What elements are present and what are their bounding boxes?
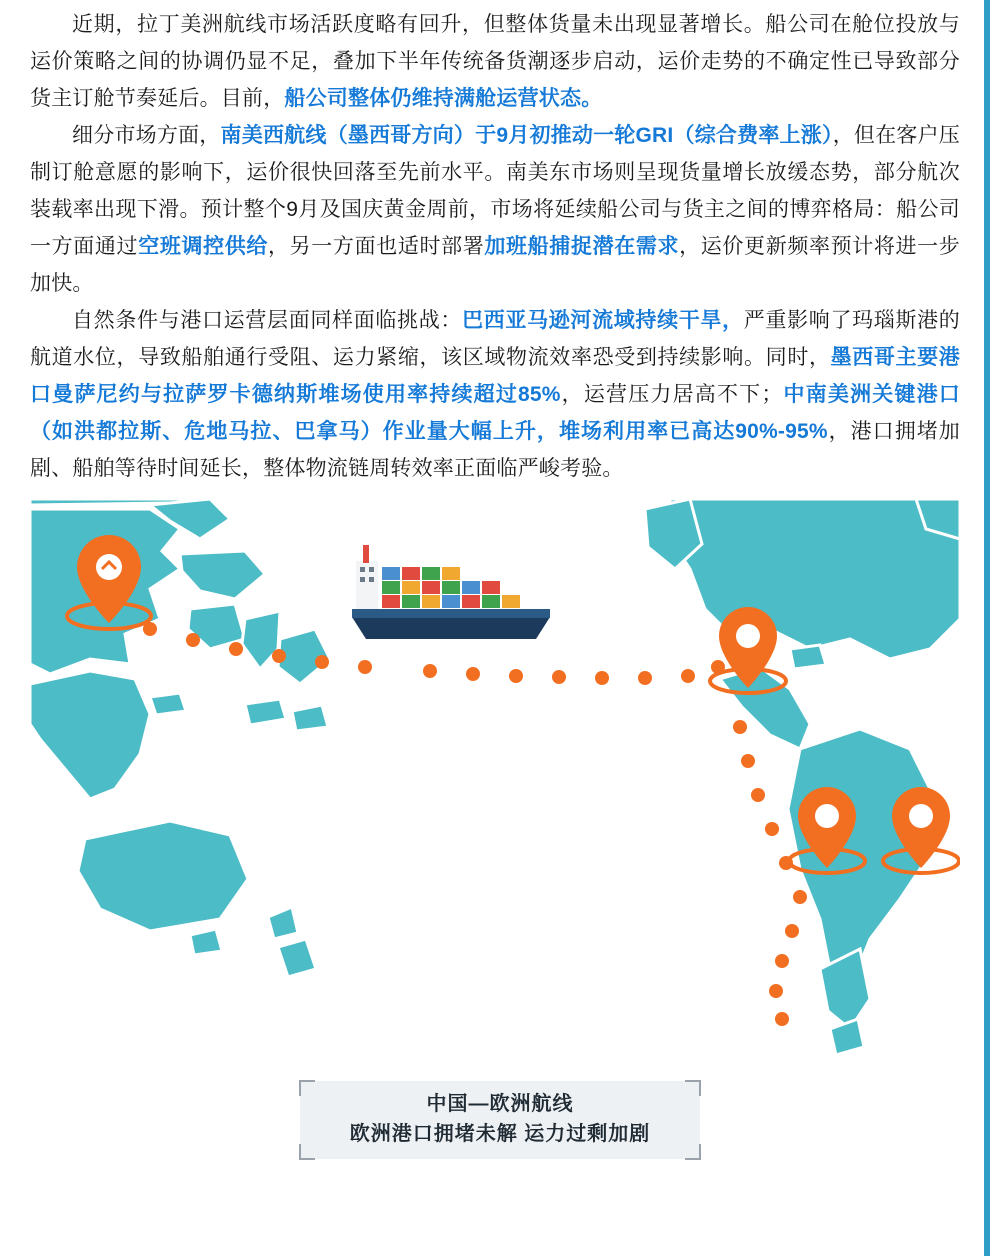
figure-caption bbox=[300, 1081, 700, 1159]
paragraph-3-text-2: 严重影响了玛瑙斯港的航道水位，导致船舶通行受阻、运力紧缩，该区域物流效率恐受到持续影响。同时， bbox=[30, 309, 960, 369]
land-africa-main bbox=[30, 671, 150, 799]
land-islands-2 bbox=[292, 705, 328, 731]
shipping-route-figure bbox=[30, 499, 960, 1189]
paragraph-3-text-4: ，港口拥堵加剧、船舶等待时间延长，整体物流链周转效率正面临严峻考验。 bbox=[30, 420, 960, 480]
land-islands-1 bbox=[245, 699, 286, 725]
paragraph-3-highlight-2: 墨西哥主要港口曼萨尼约与拉萨罗卡德纳斯堆场使用率持续超过85% bbox=[30, 346, 960, 406]
route-dotted-line bbox=[143, 622, 807, 1026]
land-tasmania bbox=[190, 929, 222, 955]
paragraph-2 bbox=[30, 117, 960, 302]
land-north-america bbox=[670, 499, 960, 659]
paragraph-2-text-4: ，运价更新频率预计将进一步加快。 bbox=[30, 235, 960, 295]
paragraph-1-text: 近期，拉丁美洲航线市场活跃度略有回升，但整体货量未出现显著增长。船公司在舱位投放与运价策略之间的协调仍显不足，叠加下半年传统备货潮逐步启动，运价走势的不确定性已导致部分货主订舱节奏延后。目前， bbox=[30, 13, 960, 110]
container-ship-icon bbox=[352, 545, 550, 639]
land-caribbean-1 bbox=[790, 645, 826, 669]
land-australia bbox=[78, 821, 248, 931]
paragraph-1-highlight-1: 船公司整体仍维持满舱运营状态。 bbox=[284, 87, 603, 110]
land-central-america bbox=[720, 667, 810, 749]
caption-corner-top-left bbox=[299, 1080, 315, 1096]
paragraph-2-highlight-1: 南美西航线（墨西哥方向）于9月初推动一轮GRI（综合费率上涨） bbox=[220, 124, 833, 147]
paragraph-1 bbox=[30, 6, 960, 117]
paragraph-3-highlight-3: 中南美洲关键港口（如洪都拉斯、危地马拉、巴拿马）作业量大幅上升，堆场利用率已高达90%-95% bbox=[30, 383, 961, 443]
paragraph-2-text-2: ，但在客户压制订舱意愿的影响下，运价很快回落至先前水平。南美东市场则呈现货量增长放缓态势，部分航次装载率出现下滑。预计整个9月及国庆黄金周前，市场将延续船公司与货主之间的博弈格局：船公司一方面通过 bbox=[30, 124, 960, 258]
article-body bbox=[30, 0, 960, 487]
paragraph-3-highlight-1: 巴西亚马逊河流域持续干旱， bbox=[462, 309, 744, 332]
land-middle-east bbox=[180, 551, 265, 599]
right-edge-rule bbox=[984, 0, 990, 1256]
paragraph-3-text-3: ，运营压力居高不下； bbox=[560, 383, 783, 406]
caption-corner-bottom-right bbox=[685, 1144, 701, 1160]
caption-line-2: 欧洲港口拥堵未解 运力过剩加剧 bbox=[349, 1123, 651, 1145]
caption-corner-bottom-left bbox=[299, 1144, 315, 1160]
land-islands-3 bbox=[150, 693, 186, 715]
caption-line-1: 中国—欧洲航线 bbox=[426, 1093, 574, 1115]
caption-corner-top-right bbox=[685, 1080, 701, 1096]
paragraph-3-text-1: 自然条件与港口运营层面同样面临挑战： bbox=[72, 309, 463, 332]
paragraph-2-text-3: ，另一方面也适时部署 bbox=[268, 235, 485, 258]
land-new-zealand-south bbox=[278, 939, 316, 977]
land-patagonia-tip bbox=[830, 1019, 864, 1055]
paragraph-2-highlight-3: 加班船捕捉潜在需求 bbox=[484, 235, 680, 258]
paragraph-3 bbox=[30, 302, 960, 487]
paragraph-2-text-1: 细分市场方面， bbox=[72, 124, 221, 147]
land-new-zealand-north bbox=[268, 907, 298, 939]
paragraph-2-highlight-2: 空班调控供给 bbox=[138, 235, 269, 258]
